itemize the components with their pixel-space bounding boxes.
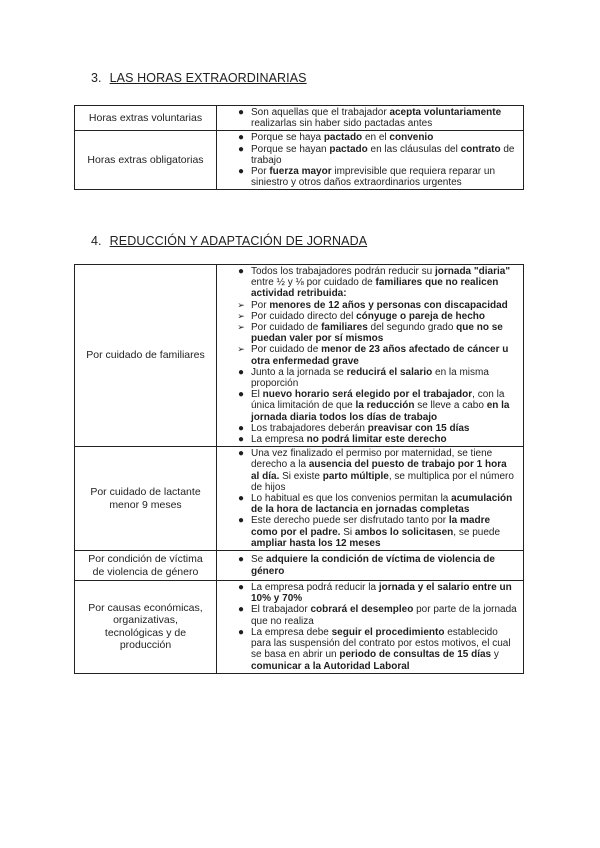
bold-text: periodo de consultas de 15 días [339, 649, 492, 661]
text: y [491, 649, 499, 661]
section-3-title: LAS HORAS EXTRAORDINARIAS [109, 71, 307, 85]
table-row [75, 106, 524, 131]
text: Todos los trabajadores podrán reducir su [251, 266, 435, 277]
bold-text: ampliar hasta los 12 meses [251, 537, 381, 549]
arrow-bullet-icon: ➢ [237, 344, 245, 355]
text: en el [362, 132, 390, 144]
text: Por [251, 299, 270, 311]
bold-text: adquiere la condición de víctima de violencia de género [251, 554, 495, 577]
bullet-dot-icon: ● [237, 493, 245, 505]
list-item [235, 423, 517, 434]
bold-text: pactado [329, 143, 368, 155]
bold-text: nuevo horario será elegido por el trabajador [262, 389, 473, 401]
bullet-dot-icon: ● [237, 107, 245, 118]
text: La empresa podrá reducir la [251, 582, 379, 594]
section-4-heading [91, 234, 367, 248]
text: en la misma proporción [251, 366, 489, 390]
list-item [235, 604, 517, 626]
section-4-number: 4. [91, 234, 102, 248]
bold-text: seguir el procedimiento [331, 626, 445, 638]
bullet-dot-icon: ● [237, 448, 245, 460]
bullet-list [235, 582, 517, 672]
bold-text: no podrá limitar este derecho [306, 434, 447, 446]
text: Porque se haya [251, 132, 324, 144]
table-row [75, 131, 524, 190]
text: Son aquellas que el trabajador [251, 107, 390, 118]
text: entre ½ y ⅛ por cuidado de [251, 277, 376, 289]
text: realizarlas sin haber sido pactadas antes [251, 118, 433, 130]
text: Junto a la jornada se [251, 366, 347, 378]
text: Porque se hayan [251, 143, 330, 155]
bullet-dot-icon: ● [237, 132, 245, 144]
section-3-heading [91, 71, 307, 85]
arrow-bullet-icon: ➢ [237, 322, 245, 333]
list-item [235, 266, 517, 300]
row-content [217, 447, 524, 551]
text: Lo habitual es que los convenios permitan la [251, 493, 452, 505]
section-4-title: REDUCCIÓN Y ADAPTACIÓN DE JORNADA [109, 234, 368, 248]
row-label: Horas extras voluntarias [75, 106, 217, 131]
bullet-dot-icon: ● [237, 143, 245, 155]
row-content [217, 265, 524, 447]
bold-text: comunicar a la Autoridad Laboral [251, 660, 410, 672]
bold-text: reducirá el salario [346, 366, 433, 378]
list-item [235, 582, 517, 604]
text: , se puede [453, 526, 501, 538]
row-label: Por condición de víctima de violencia de género [75, 551, 217, 581]
text: del segundo grado [367, 322, 457, 334]
list-item [235, 311, 517, 322]
text: por parte de la jornada que no realiza [251, 604, 517, 627]
text: El trabajador [251, 604, 311, 616]
row-label: Por cuidado de familiares [75, 265, 217, 447]
bold-text: cobrará el desempleo [310, 604, 414, 616]
bullet-list [235, 107, 517, 129]
bold-text: acepta voluntariamente [389, 107, 502, 118]
list-item [235, 132, 517, 143]
bold-text: ambos lo solicitasen [354, 526, 454, 538]
bold-text: la madre como por el padre. [251, 515, 491, 538]
list-item [235, 515, 517, 549]
list-item [235, 344, 517, 366]
text: , con la única limitación de que [251, 389, 505, 412]
bullet-dot-icon: ● [237, 582, 245, 594]
text: Por cuidado directo del [251, 310, 357, 322]
list-item [235, 448, 517, 493]
bullet-list [235, 266, 517, 445]
bold-text: familiares [321, 322, 368, 334]
bullet-dot-icon: ● [237, 626, 245, 638]
bold-text: contrato [460, 143, 501, 155]
list-item [235, 300, 517, 311]
row-content [217, 581, 524, 674]
row-content [217, 551, 524, 581]
bold-text: menores de 12 años y personas con discapacidad [269, 299, 508, 311]
bullet-dot-icon: ● [237, 515, 245, 527]
table-row [75, 265, 524, 447]
bullet-dot-icon: ● [237, 554, 245, 566]
text: Por cuidado de [251, 322, 322, 334]
text: Si [340, 526, 355, 538]
bold-text: jornada y el salario [378, 582, 470, 594]
text: La empresa debe [251, 626, 332, 638]
text: se lleve a cabo [414, 400, 487, 412]
bold-text: que no se puedan valer por sí mismos [251, 322, 503, 345]
list-item [235, 166, 517, 188]
bullet-dot-icon: ● [237, 422, 245, 434]
bullet-dot-icon: ● [237, 434, 245, 446]
arrow-bullet-icon: ➢ [237, 299, 245, 310]
text: El [251, 389, 263, 401]
bullet-dot-icon: ● [237, 389, 245, 401]
bullet-dot-icon: ● [237, 366, 245, 378]
list-item [235, 627, 517, 672]
row-label: Horas extras obligatorias [75, 131, 217, 190]
bold-text: familiares que no realicen actividad retribuida: [251, 277, 499, 300]
text: en las cláusulas del [367, 143, 461, 155]
bold-text: parto múltiple [322, 470, 389, 482]
reduction-table [74, 264, 524, 674]
bullet-dot-icon: ● [237, 604, 245, 616]
bold-text: convenio [389, 132, 434, 144]
row-content [217, 131, 524, 190]
table-row [75, 447, 524, 551]
text: Se [251, 554, 267, 566]
list-item [235, 389, 517, 423]
row-label: Por cuidado de lactante menor 9 meses [75, 447, 217, 551]
text: Si existe [279, 470, 323, 482]
table-row [75, 581, 524, 674]
text: La empresa [251, 434, 307, 446]
row-label: Por causas económicas, organizativas, tecnológicas y de producción [75, 581, 217, 674]
row-content [217, 106, 524, 131]
list-item [235, 367, 517, 389]
bullet-dot-icon: ● [237, 266, 245, 277]
list-item [235, 434, 517, 445]
list-item [235, 107, 517, 129]
section-3-number: 3. [91, 71, 102, 85]
arrow-bullet-icon: ➢ [237, 310, 245, 321]
bullet-list [235, 554, 517, 576]
table-row [75, 551, 524, 581]
bold-text: entre un 10% y 70% [251, 582, 512, 605]
text: Este derecho puede ser disfrutado tanto por [251, 515, 449, 527]
bold-text: jornada "diaria" [435, 266, 511, 277]
overtime-table [74, 105, 524, 190]
text: , se multiplica por el número de hijos [251, 470, 514, 493]
list-item [235, 554, 517, 576]
text: imprevisible que requiera reparar un siniestro y otros daños extraordinarios urgentes [251, 166, 496, 189]
list-item [235, 144, 517, 166]
bold-text: en la jornada diaria todos los días de trabajo [251, 400, 510, 423]
bold-text: acumulación de la hora de lactancia en jornadas completas [251, 493, 513, 516]
text: Una vez finalizado el permiso por maternidad, se tiene derecho a la [251, 448, 493, 471]
text: de trabajo [251, 143, 515, 166]
bullet-list [235, 448, 517, 549]
text: establecido para las suspensión del contrato por estos motivos, el cual se basa en abrir un [251, 626, 511, 661]
bullet-dot-icon: ● [237, 166, 245, 178]
bold-text: ausencia del puesto de trabajo por 1 hora al día. [251, 459, 507, 482]
bullet-list [235, 132, 517, 188]
bold-text: menor de 23 años afectado de cáncer u otra enfermedad grave [251, 344, 509, 367]
list-item [235, 493, 517, 515]
bold-text: la reducción [355, 400, 415, 412]
bold-text: preavisar con 15 días [367, 422, 470, 434]
bold-text: cónyuge o pareja de hecho [356, 310, 485, 322]
text: Por [251, 166, 270, 178]
text: Por cuidado de [251, 344, 322, 356]
bold-text: pactado [323, 132, 363, 144]
text: Los trabajadores deberán [251, 422, 368, 434]
list-item [235, 322, 517, 344]
bold-text: fuerza mayor [269, 166, 332, 178]
